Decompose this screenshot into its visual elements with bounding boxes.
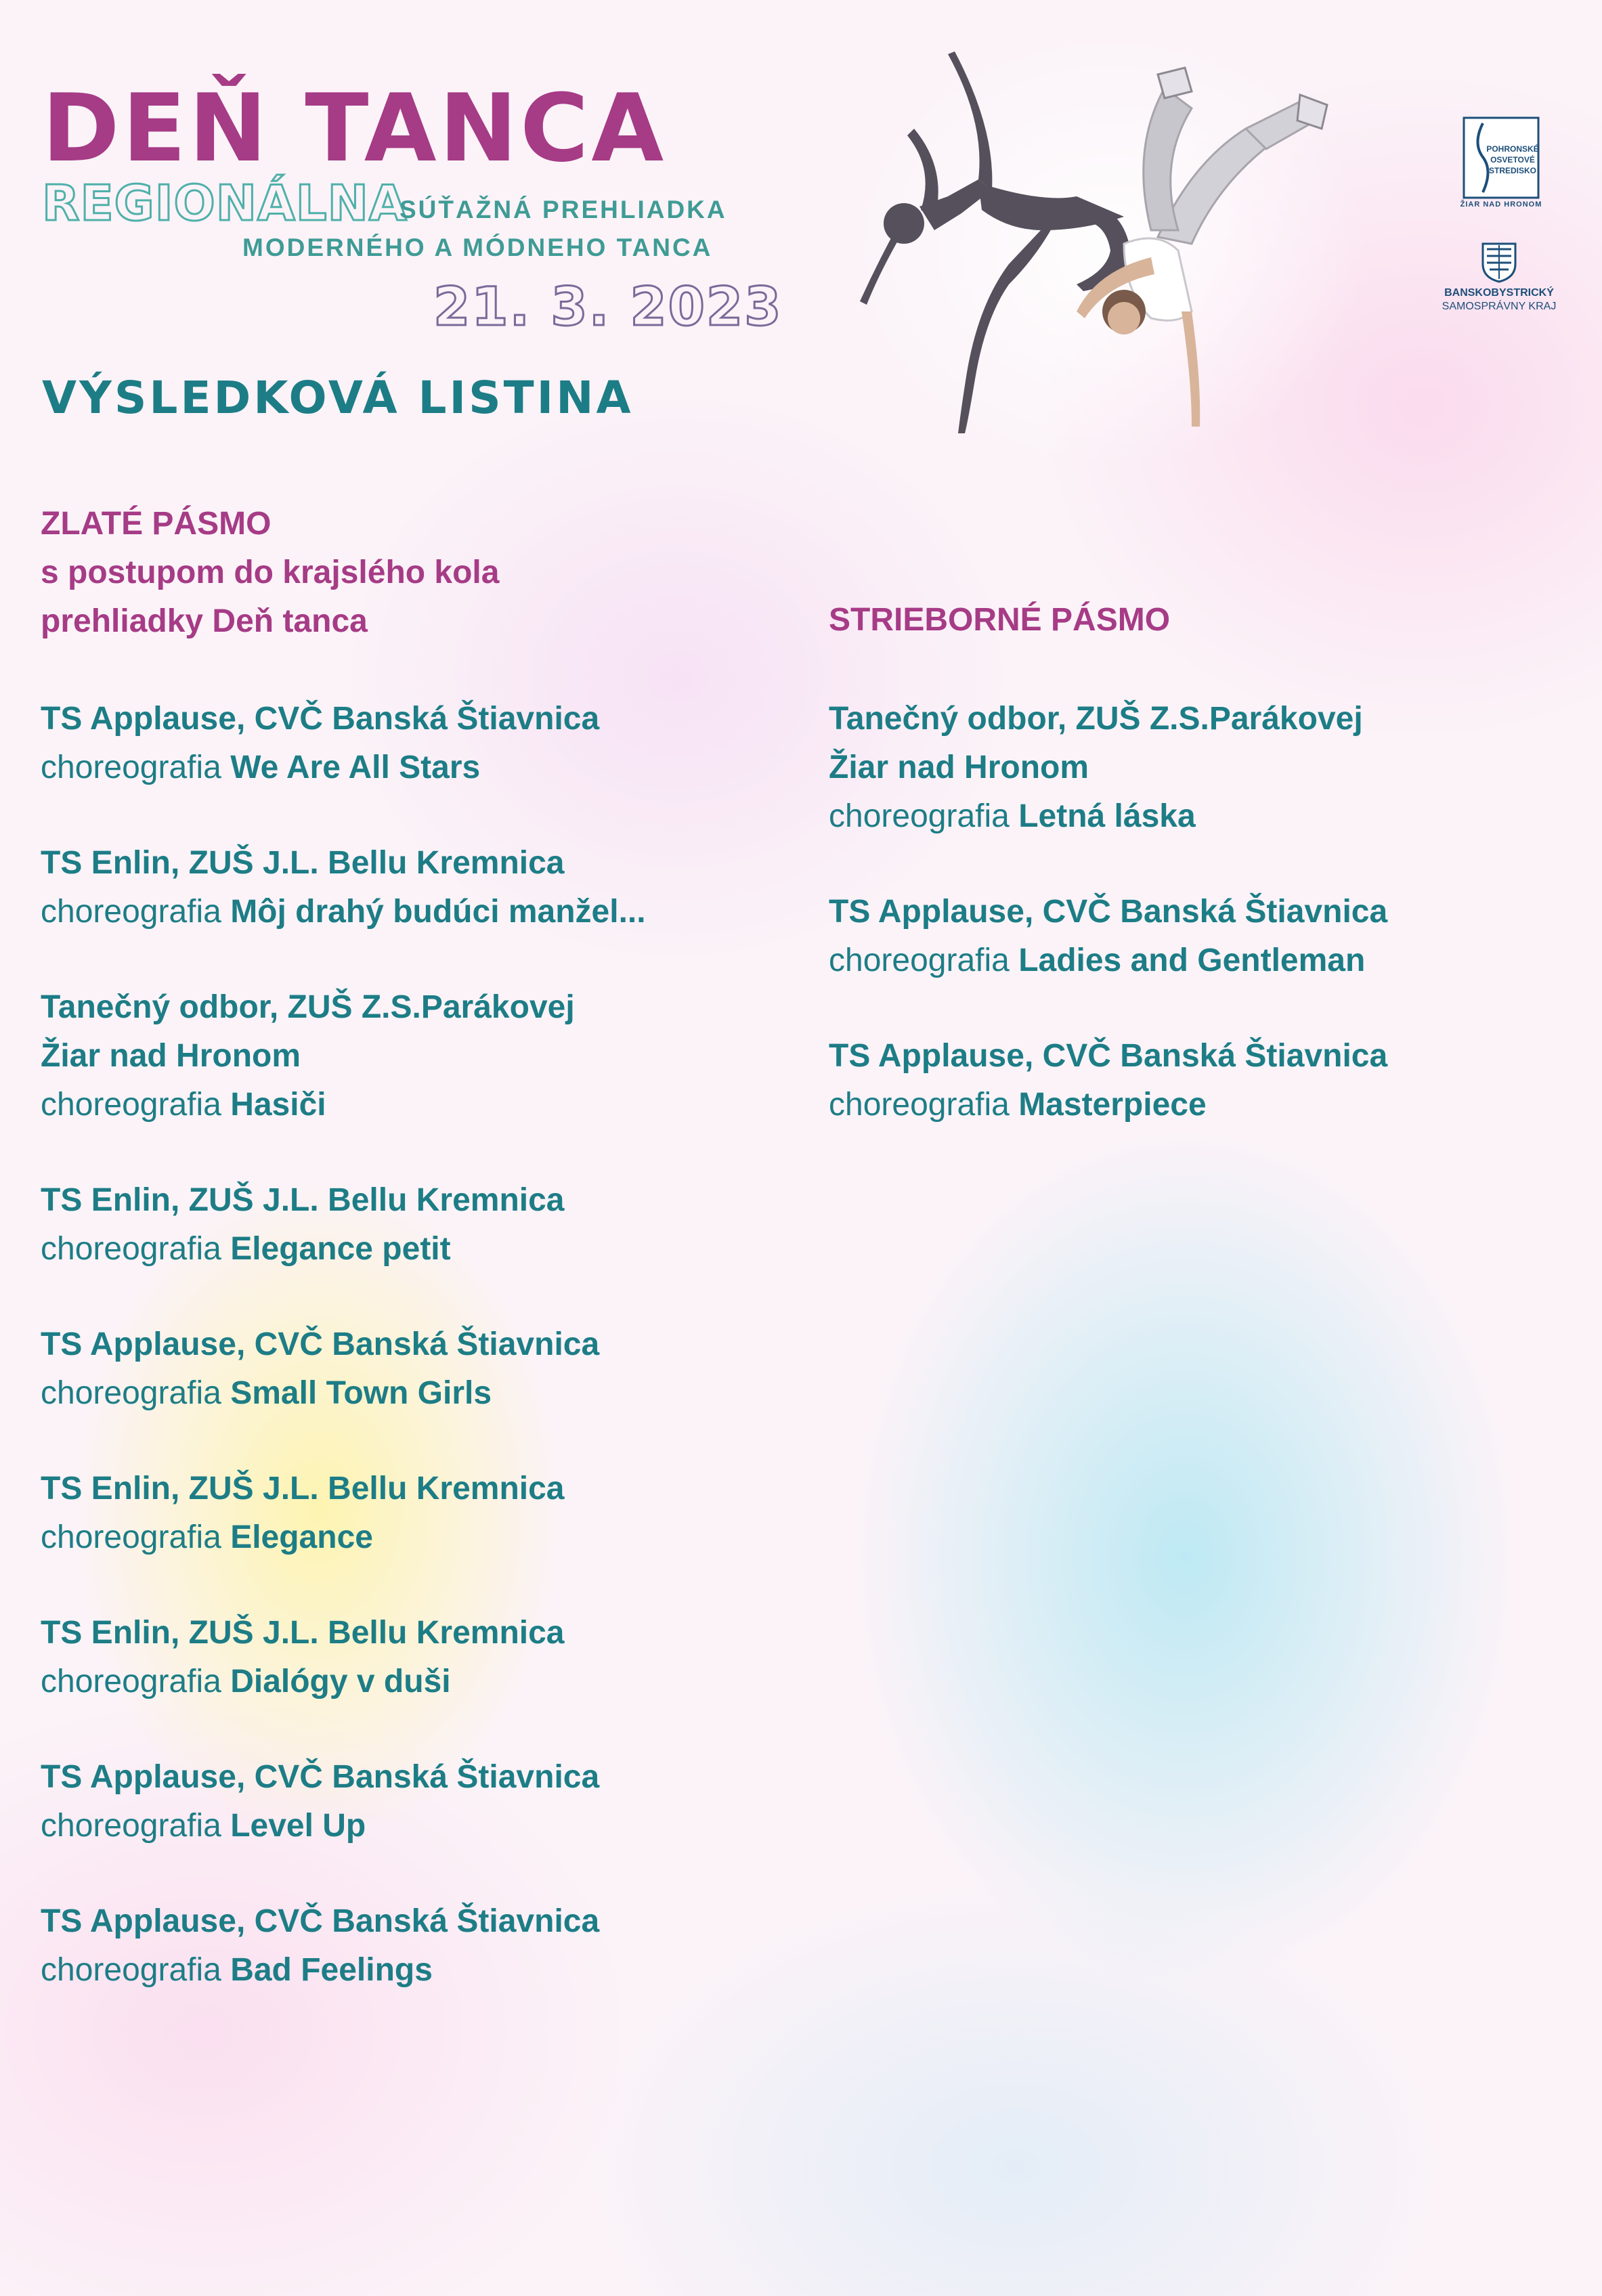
gold-band-subtitle-1: s postupom do krajslého kola bbox=[41, 555, 500, 590]
choreography-line bbox=[41, 1369, 799, 1418]
ensemble-name: Tanečný odbor, ZUŠ Z.S.Parákovej Žiar nad Hronom bbox=[41, 989, 575, 1074]
ensemble-name: TS Applause, CVČ Banská Štiavnica bbox=[829, 894, 1388, 930]
choreography-name: Ladies and Gentleman bbox=[1018, 943, 1366, 978]
choreography-label: choreografia bbox=[41, 1808, 221, 1844]
ensemble-name: TS Enlin, ZUŠ J.L. Bellu Kremnica bbox=[41, 1471, 565, 1507]
subtitle-line-2: MODERNÉHO A MÓDNEHO TANCA bbox=[242, 234, 713, 261]
result-entry bbox=[41, 695, 799, 792]
ensemble-name: TS Applause, CVČ Banská Štiavnica bbox=[41, 1326, 600, 1362]
silver-band-title: STRIEBORNÉ PÁSMO bbox=[829, 602, 1171, 638]
result-entry bbox=[41, 1609, 799, 1706]
gold-band-heading bbox=[41, 500, 785, 646]
choreography-label: choreografia bbox=[41, 1664, 221, 1699]
choreography-line bbox=[41, 1081, 799, 1129]
bbsk-logo-line-2: SAMOSPRÁVNY KRAJ bbox=[1442, 301, 1557, 312]
result-entry bbox=[41, 983, 799, 1129]
choreography-name: Elegance bbox=[230, 1519, 373, 1555]
ensemble-name: TS Enlin, ZUŠ J.L. Bellu Kremnica bbox=[41, 845, 565, 881]
choreography-label: choreografia bbox=[41, 1952, 221, 1988]
choreography-line bbox=[41, 1946, 799, 1995]
gold-band-title: ZLATÉ PÁSMO bbox=[41, 506, 272, 542]
ensemble-name: TS Applause, CVČ Banská Štiavnica bbox=[829, 1038, 1388, 1074]
ensemble-name: Tanečný odbor, ZUŠ Z.S.Parákovej Žiar nad Hronom bbox=[829, 701, 1363, 785]
choreography-line bbox=[829, 936, 1574, 985]
choreography-name: Level Up bbox=[230, 1808, 366, 1844]
choreography-label: choreografia bbox=[41, 1087, 221, 1123]
choreography-line bbox=[829, 792, 1574, 841]
choreography-label: choreografia bbox=[829, 1087, 1010, 1123]
silver-results-list bbox=[829, 695, 1574, 1176]
choreography-line bbox=[829, 1081, 1574, 1129]
document-title: VÝSLEDKOVÁ LISTINA bbox=[42, 372, 634, 424]
result-entry bbox=[829, 888, 1574, 985]
event-date: 21. 3. 2023 bbox=[433, 277, 783, 338]
choreography-name: We Are All Stars bbox=[230, 750, 481, 785]
choreography-name: Letná láska bbox=[1018, 798, 1196, 834]
ensemble-name: TS Enlin, ZUŠ J.L. Bellu Kremnica bbox=[41, 1615, 565, 1651]
choreography-line bbox=[41, 888, 799, 936]
result-entry bbox=[41, 1897, 799, 1995]
choreography-name: Dialógy v duši bbox=[230, 1664, 451, 1699]
choreography-line bbox=[41, 1513, 799, 1562]
choreography-line bbox=[41, 743, 799, 792]
result-entry bbox=[829, 1032, 1574, 1129]
choreography-label: choreografia bbox=[41, 894, 221, 930]
dancers-illustration bbox=[840, 27, 1368, 474]
pos-logo-line: POHRONSKÉ bbox=[1486, 144, 1539, 154]
result-entry bbox=[41, 1465, 799, 1562]
subtitle-line-1: SÚŤAŽNÁ PREHLIADKA bbox=[399, 196, 727, 223]
choreography-name: Hasiči bbox=[230, 1087, 326, 1123]
gold-band-subtitle-2: prehliadky Deň tanca bbox=[41, 603, 368, 639]
gold-results-list bbox=[41, 695, 799, 2041]
result-entry bbox=[41, 1753, 799, 1850]
choreography-label: choreografia bbox=[829, 798, 1010, 834]
pos-logo-icon bbox=[1463, 116, 1540, 199]
choreography-line bbox=[41, 1658, 799, 1706]
choreography-label: choreografia bbox=[41, 1231, 221, 1267]
choreography-name: Masterpiece bbox=[1018, 1087, 1207, 1123]
ensemble-name: TS Applause, CVČ Banská Štiavnica bbox=[41, 1903, 600, 1939]
result-entry bbox=[41, 1176, 799, 1274]
pos-logo-subtitle: ŽIAR NAD HRONOM bbox=[1460, 200, 1542, 209]
pos-logo-line: STREDISKO bbox=[1488, 166, 1537, 175]
choreography-label: choreografia bbox=[41, 1519, 221, 1555]
choreography-name: Bad Feelings bbox=[230, 1952, 433, 1988]
choreography-name: Elegance petit bbox=[230, 1231, 451, 1267]
ensemble-name: TS Applause, CVČ Banská Štiavnica bbox=[41, 1759, 600, 1795]
choreography-name: Small Town Girls bbox=[230, 1375, 492, 1411]
event-title: DEŇ TANCA bbox=[42, 74, 667, 183]
choreography-label: choreografia bbox=[41, 1375, 221, 1411]
result-entry bbox=[41, 1320, 799, 1418]
choreography-line bbox=[41, 1802, 799, 1850]
choreography-name: Môj drahý budúci manžel... bbox=[230, 894, 646, 930]
choreography-line bbox=[41, 1225, 799, 1274]
bbsk-crest-icon bbox=[1480, 241, 1518, 283]
choreography-label: choreografia bbox=[829, 943, 1010, 978]
result-entry bbox=[41, 839, 799, 936]
choreography-label: choreografia bbox=[41, 750, 221, 785]
ensemble-name: TS Applause, CVČ Banská Štiavnica bbox=[41, 701, 600, 737]
pos-logo-line: OSVETOVÉ bbox=[1490, 155, 1535, 165]
ensemble-name: TS Enlin, ZUŠ J.L. Bellu Kremnica bbox=[41, 1182, 565, 1218]
result-entry bbox=[829, 695, 1574, 841]
regional-label: REGIONÁLNA bbox=[42, 175, 408, 232]
bbsk-logo-line-1: BANSKOBYSTRICKÝ bbox=[1444, 287, 1554, 299]
